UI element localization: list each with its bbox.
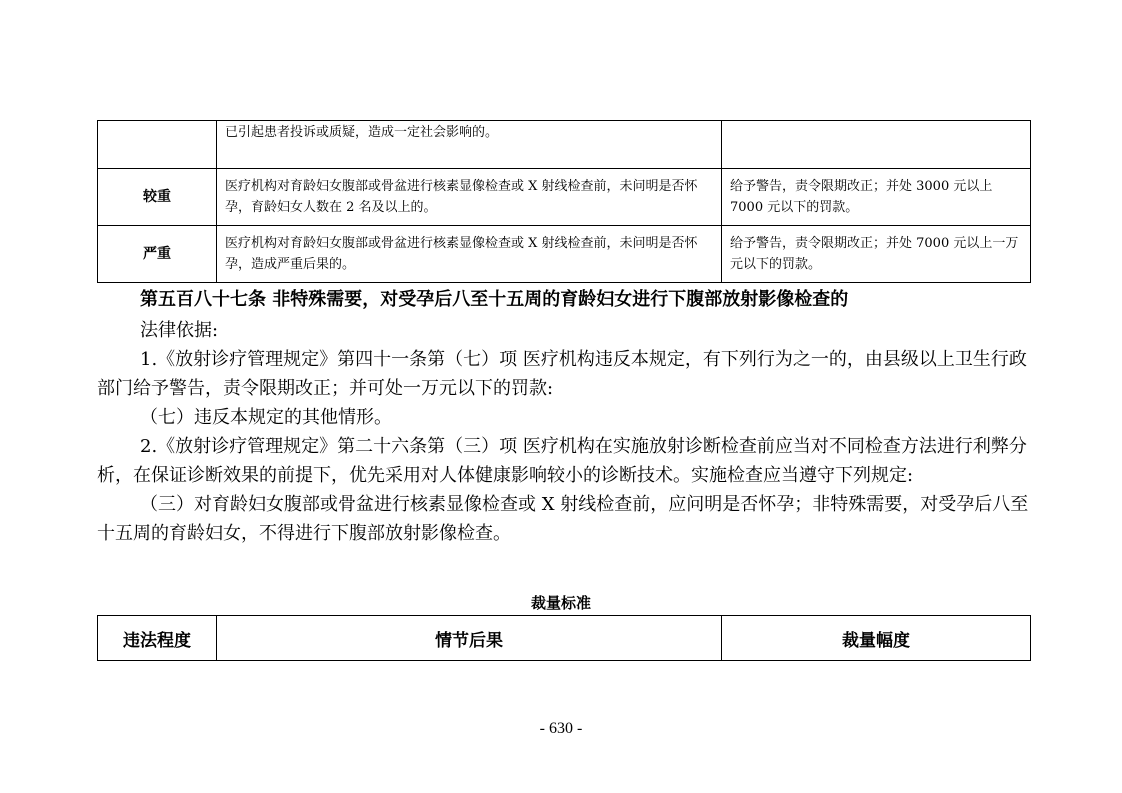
paragraph: 1.《放射诊疗管理规定》第四十一条第（七）项 医疗机构违反本规定，有下列行为之一的，由县级以上卫生行政部门给予警告，责令限期改正；并可处一万元以下的罚款:: [97, 349, 1027, 399]
paragraph: 法律依据:: [140, 320, 219, 341]
table-header-row: [98, 616, 1031, 661]
degree-cell: 严重: [98, 226, 217, 283]
penalty-table-continued: [97, 120, 1031, 283]
penalty-cell: 给予警告，责令限期改正；并处 3000 元以上 7000 元以下的罚款。: [722, 169, 1031, 226]
degree-cell: [98, 121, 217, 169]
paragraph: （七）违反本规定的其他情形。: [140, 407, 392, 428]
circumstance-cell: 医疗机构对育龄妇女腹部或骨盆进行核素显像检查或 X 射线检查前，未问明是否怀孕，造成严重后果的。: [217, 226, 722, 283]
table-row: [98, 121, 1031, 169]
circumstance-cell: 已引起患者投诉或质疑，造成一定社会影响的。: [217, 121, 722, 169]
penalty-cell: 给予警告，责令限期改正；并处 7000 元以上一万元以下的罚款。: [722, 226, 1031, 283]
article-title: 第五百八十七条 非特殊需要，对受孕后八至十五周的育龄妇女进行下腹部放射影像检查的: [140, 289, 849, 310]
penalty-cell: [722, 121, 1031, 169]
column-header: 违法程度: [98, 616, 217, 661]
table-row: [98, 226, 1031, 283]
paragraph: 2.《放射诊疗管理规定》第二十六条第（三）项 医疗机构在实施放射诊断检查前应当对不同检查方法进行利弊分析，在保证诊断效果的前提下，优先采用对人体健康影响较小的诊断技术。实施检查应当遵守下列规定:: [97, 436, 1027, 486]
legal-basis-text: [97, 316, 1030, 548]
circumstance-cell: 医疗机构对育龄妇女腹部或骨盆进行核素显像检查或 X 射线检查前，未问明是否怀孕，育龄妇女人数在 2 名及以上的。: [217, 169, 722, 226]
column-header: 情节后果: [217, 616, 722, 661]
table-row: [98, 169, 1031, 226]
standard-title: 裁量标准: [530, 594, 591, 612]
column-header: 裁量幅度: [722, 616, 1031, 661]
degree-cell: 较重: [98, 169, 217, 226]
page-number: - 630 -: [539, 720, 583, 737]
standard-table-header: [97, 615, 1031, 661]
paragraph: （三）对育龄妇女腹部或骨盆进行核素显像检查或 X 射线检查前，应问明是否怀孕；非特殊需要，对受孕后八至十五周的育龄妇女，不得进行下腹部放射影像检查。: [97, 494, 1029, 544]
